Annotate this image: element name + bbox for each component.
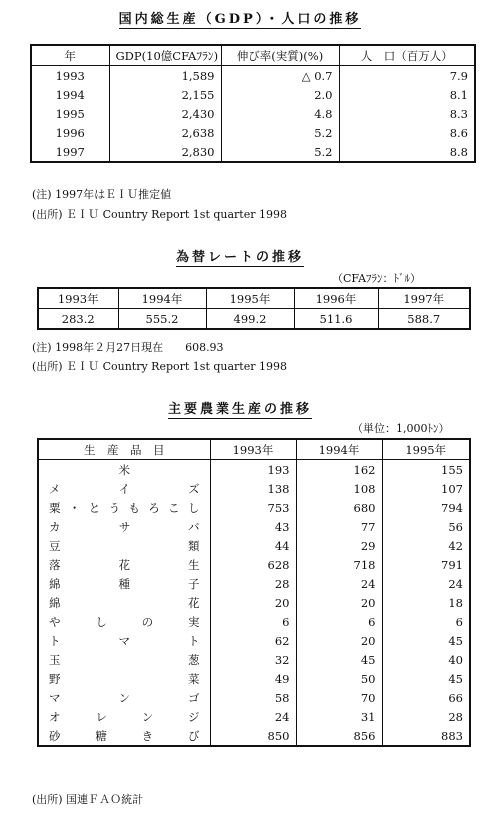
table-row xyxy=(31,142,475,162)
fx-cell: 588.7 xyxy=(378,309,470,330)
agri-cell: 791 xyxy=(382,555,470,574)
agri-unit: （単位：1,000ﾄﾝ） xyxy=(352,422,450,435)
agri-cell: 18 xyxy=(382,593,470,612)
table-row xyxy=(38,593,470,612)
gdp-header-cell: 人 口（百万人） xyxy=(339,45,475,66)
agri-cell: 28 xyxy=(382,707,470,726)
gdp-title: 国内総生産（GDP）・人口の推移 xyxy=(118,12,362,27)
gdp-header-cell: 伸び率(実質)(%) xyxy=(221,45,339,66)
agri-cell: 28 xyxy=(210,574,296,593)
fx-note: (注) 1998年２月27日現在 608.93 xyxy=(32,341,224,354)
agri-header-cell: 1995年 xyxy=(382,439,470,460)
fx-source: (出所) ＥＩＵ Country Report 1st quarter 1998 xyxy=(32,360,287,373)
agri-cell: 70 xyxy=(296,688,382,707)
agri-cell: 6 xyxy=(382,612,470,631)
agri-cell: 193 xyxy=(210,460,296,480)
agri-cell: 138 xyxy=(210,479,296,498)
agri-item-name: 落花生 xyxy=(38,555,210,574)
agri-header-cell: 生 産 品 目 xyxy=(38,439,210,460)
fx-unit: （CFAﾌﾗﾝ：ﾄﾞﾙ） xyxy=(332,272,422,285)
fx-cell: 555.2 xyxy=(118,309,206,330)
table-row xyxy=(38,498,470,517)
table-row xyxy=(38,631,470,650)
agri-cell: 24 xyxy=(296,574,382,593)
agri-cell: 45 xyxy=(296,650,382,669)
agri-cell: 628 xyxy=(210,555,296,574)
agri-cell: 66 xyxy=(382,688,470,707)
table-row xyxy=(38,555,470,574)
agri-header-cell: 1993年 xyxy=(210,439,296,460)
gdp-cell: 8.3 xyxy=(339,104,475,123)
agri-cell: 45 xyxy=(382,669,470,688)
fx-header-cell: 1996年 xyxy=(294,288,378,309)
agri-item-name: 玉葱 xyxy=(38,650,210,669)
agri-cell: 20 xyxy=(296,593,382,612)
table-row xyxy=(38,726,470,746)
table-row xyxy=(31,104,475,123)
agri-item-name: 粟・とうもろこし xyxy=(38,498,210,517)
gdp-cell: 2,830 xyxy=(109,142,221,162)
agri-cell: 753 xyxy=(210,498,296,517)
table-row xyxy=(38,517,470,536)
agri-cell: 56 xyxy=(382,517,470,536)
agri-item-name: やしの実 xyxy=(38,612,210,631)
agri-cell: 107 xyxy=(382,479,470,498)
gdp-cell: 1994 xyxy=(31,85,109,104)
gdp-cell: △ 0.7 xyxy=(221,66,339,86)
agri-cell: 42 xyxy=(382,536,470,555)
table-row xyxy=(38,309,470,330)
agri-cell: 883 xyxy=(382,726,470,746)
table-row xyxy=(38,536,470,555)
agri-item-name: カサバ xyxy=(38,517,210,536)
agri-cell: 6 xyxy=(296,612,382,631)
gdp-cell: 5.2 xyxy=(221,123,339,142)
agri-cell: 850 xyxy=(210,726,296,746)
gdp-cell: 7.9 xyxy=(339,66,475,86)
gdp-cell: 1993 xyxy=(31,66,109,86)
agri-header-cell: 1994年 xyxy=(296,439,382,460)
agri-cell: 794 xyxy=(382,498,470,517)
gdp-cell: 8.8 xyxy=(339,142,475,162)
agri-title: 主要農業生産の推移 xyxy=(167,402,312,417)
agri-cell: 680 xyxy=(296,498,382,517)
agri-item-name: マンゴ xyxy=(38,688,210,707)
fx-table xyxy=(37,287,471,330)
gdp-cell: 2,155 xyxy=(109,85,221,104)
agri-cell: 40 xyxy=(382,650,470,669)
fx-header-cell: 1994年 xyxy=(118,288,206,309)
gdp-source: (出所) ＥＩＵ Country Report 1st quarter 1998 xyxy=(32,208,287,221)
agri-cell: 62 xyxy=(210,631,296,650)
table-row xyxy=(38,479,470,498)
gdp-cell: 5.2 xyxy=(221,142,339,162)
agri-cell: 31 xyxy=(296,707,382,726)
agri-cell: 50 xyxy=(296,669,382,688)
agri-cell: 108 xyxy=(296,479,382,498)
gdp-cell: 1,589 xyxy=(109,66,221,86)
agri-item-name: 野菜 xyxy=(38,669,210,688)
agri-cell: 24 xyxy=(382,574,470,593)
fx-cell: 283.2 xyxy=(38,309,118,330)
agri-cell: 49 xyxy=(210,669,296,688)
gdp-cell: 2.0 xyxy=(221,85,339,104)
agri-cell: 6 xyxy=(210,612,296,631)
table-row xyxy=(31,123,475,142)
agri-cell: 77 xyxy=(296,517,382,536)
gdp-cell: 4.8 xyxy=(221,104,339,123)
fx-header-cell: 1993年 xyxy=(38,288,118,309)
agri-table xyxy=(37,438,471,747)
agri-cell: 45 xyxy=(382,631,470,650)
gdp-cell: 1996 xyxy=(31,123,109,142)
agri-item-name: トマト xyxy=(38,631,210,650)
gdp-cell: 1995 xyxy=(31,104,109,123)
agri-item-name: 綿花 xyxy=(38,593,210,612)
agri-cell: 32 xyxy=(210,650,296,669)
gdp-cell: 2,430 xyxy=(109,104,221,123)
table-row xyxy=(31,66,475,86)
agri-cell: 155 xyxy=(382,460,470,480)
fx-header-cell: 1995年 xyxy=(206,288,294,309)
agri-cell: 24 xyxy=(210,707,296,726)
table-row xyxy=(38,650,470,669)
fx-header-cell: 1997年 xyxy=(378,288,470,309)
gdp-cell: 1997 xyxy=(31,142,109,162)
agri-cell: 43 xyxy=(210,517,296,536)
agri-cell: 29 xyxy=(296,536,382,555)
gdp-header-cell: GDP(10億CFAﾌﾗﾝ) xyxy=(109,45,221,66)
agri-item-name: オレンジ xyxy=(38,707,210,726)
table-row xyxy=(31,85,475,104)
table-row xyxy=(38,460,470,480)
fx-title: 為替レートの推移 xyxy=(175,250,304,265)
agri-source: (出所) 国連ＦＡＯ統計 xyxy=(32,793,144,806)
gdp-table xyxy=(30,44,476,163)
agri-cell: 162 xyxy=(296,460,382,480)
table-row xyxy=(38,688,470,707)
agri-item-name: 米 xyxy=(38,460,210,480)
agri-item-name: メイズ xyxy=(38,479,210,498)
table-row xyxy=(38,612,470,631)
table-row xyxy=(38,574,470,593)
fx-cell: 511.6 xyxy=(294,309,378,330)
agri-cell: 44 xyxy=(210,536,296,555)
agri-cell: 718 xyxy=(296,555,382,574)
agri-item-name: 砂糖きび xyxy=(38,726,210,746)
gdp-cell: 8.6 xyxy=(339,123,475,142)
agri-cell: 58 xyxy=(210,688,296,707)
agri-item-name: 豆類 xyxy=(38,536,210,555)
agri-cell: 20 xyxy=(296,631,382,650)
table-row xyxy=(38,669,470,688)
fx-cell: 499.2 xyxy=(206,309,294,330)
gdp-note: (注) 1997年はＥＩＵ推定値 xyxy=(32,188,172,201)
gdp-cell: 8.1 xyxy=(339,85,475,104)
gdp-cell: 2,638 xyxy=(109,123,221,142)
agri-cell: 20 xyxy=(210,593,296,612)
table-row xyxy=(38,707,470,726)
agri-cell: 856 xyxy=(296,726,382,746)
gdp-header-cell: 年 xyxy=(31,45,109,66)
agri-item-name: 綿種子 xyxy=(38,574,210,593)
